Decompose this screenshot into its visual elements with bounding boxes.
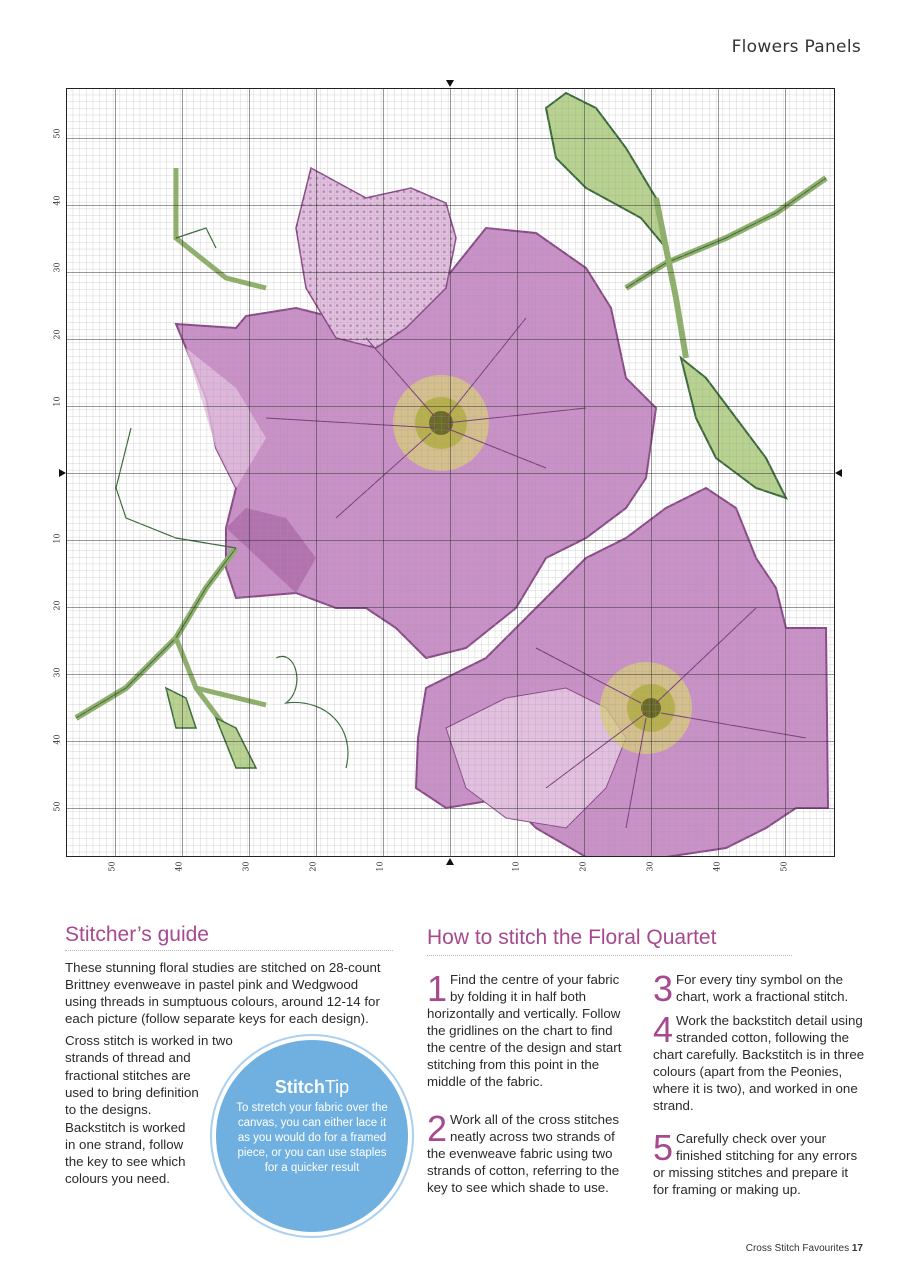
centre-marker-right-icon xyxy=(835,469,842,477)
stitch-tip-body: To stretch your fabric over the canvas, you can either lace it as you would do for a framed piece, or you can use staples for a quicker result xyxy=(236,1102,388,1174)
left-tick-label: 10 xyxy=(52,396,62,407)
step-number: 4 xyxy=(653,1009,674,1050)
bottom-tick-label: 40 xyxy=(712,861,722,872)
publication-name: Cross Stitch Favourites xyxy=(745,1243,850,1254)
stitchers-guide-line: Backstitch is worked xyxy=(65,1119,186,1135)
step-number: 3 xyxy=(653,968,674,1009)
bottom-tick-label: 30 xyxy=(241,861,251,872)
left-tick-label: 30 xyxy=(52,262,62,273)
stitch-tip-title: StitchTip xyxy=(274,1077,350,1097)
step-number: 1 xyxy=(427,968,448,1009)
centre-marker-bottom-icon xyxy=(446,858,454,865)
divider xyxy=(427,955,792,956)
bottom-tick-label: 10 xyxy=(375,861,385,872)
left-tick-label: 50 xyxy=(52,128,62,139)
step-number: 2 xyxy=(427,1108,448,1149)
step-text: Work the backstitch detail using stranded cotton, following the chart carefully. Backstitch is in three colours (apart from the Peonies, where it is two), and worked in one strand. xyxy=(653,1013,865,1113)
bottom-tick-label: 30 xyxy=(645,861,655,872)
left-tick-label: 40 xyxy=(52,195,62,206)
step-4 xyxy=(653,1009,865,1114)
step-2 xyxy=(427,1108,625,1196)
bottom-tick-label: 20 xyxy=(578,861,588,872)
stitchers-guide-line: to the designs. xyxy=(65,1102,152,1118)
page-number: 17 xyxy=(851,1243,863,1254)
section-title: Flowers Panels xyxy=(731,37,861,57)
stitchers-guide-line: strands of thread and xyxy=(65,1050,191,1066)
left-tick-label: 10 xyxy=(52,533,62,544)
how-to-title: How to stitch the Floral Quartet xyxy=(427,926,717,949)
step-5 xyxy=(653,1127,865,1198)
stitch-tip-badge xyxy=(216,1040,408,1232)
stitchers-guide-line: Cross stitch is worked in two xyxy=(65,1033,233,1048)
stitchers-guide-intro: These stunning floral studies are stitched on 28-count Brittney evenweave in pastel pink and Wedgwood using threads in sumptuous colours, around 12-14 for each picture (follow separate keys for each design). xyxy=(65,960,381,1026)
step-text: Carefully check over your finished stitching for any errors or missing stitches and prepare it for framing or making up. xyxy=(653,1131,858,1197)
step-3 xyxy=(653,968,865,1009)
left-tick-label: 20 xyxy=(52,329,62,340)
bottom-tick-label: 50 xyxy=(107,861,117,872)
chart-canvas xyxy=(66,88,835,857)
step-text: Work all of the cross stitches neatly across two strands of the evenweave fabric using two strands of cotton, referring to the key to see which shade to use. xyxy=(427,1112,620,1195)
left-tick-label: 20 xyxy=(52,600,62,611)
bottom-tick-label: 10 xyxy=(511,861,521,872)
step-number: 5 xyxy=(653,1127,674,1168)
bottom-tick-label: 20 xyxy=(308,861,318,872)
step-1 xyxy=(427,968,625,1090)
left-tick-label: 40 xyxy=(52,734,62,745)
left-tick-label: 50 xyxy=(52,801,62,812)
centre-marker-top-icon xyxy=(446,80,454,87)
left-tick-label: 30 xyxy=(52,667,62,678)
step-text: Find the centre of your fabric by folding it in half both horizontally and vertically. Follow the gridlines on the chart to find the centre of the design and start stitching from this point in the middle of the fabric. xyxy=(427,972,622,1089)
stitchers-guide-line: the key to see which xyxy=(65,1154,186,1170)
bottom-tick-label: 40 xyxy=(174,861,184,872)
stitchers-guide-title: Stitcher’s guide xyxy=(65,923,209,946)
stitchers-guide-line: used to bring definition xyxy=(65,1084,199,1100)
stitchers-guide-line: colours you need. xyxy=(65,1171,170,1187)
bottom-tick-label: 50 xyxy=(779,861,789,872)
centre-marker-left-icon xyxy=(59,469,66,477)
page-footer xyxy=(746,1243,863,1254)
step-text: For every tiny symbol on the chart, work a fractional stitch. xyxy=(676,972,849,1004)
divider xyxy=(65,950,393,951)
stitchers-guide-line: in one strand, follow xyxy=(65,1136,184,1152)
cross-stitch-chart xyxy=(66,88,835,857)
stitchers-guide-line: fractional stitches are xyxy=(65,1067,191,1083)
